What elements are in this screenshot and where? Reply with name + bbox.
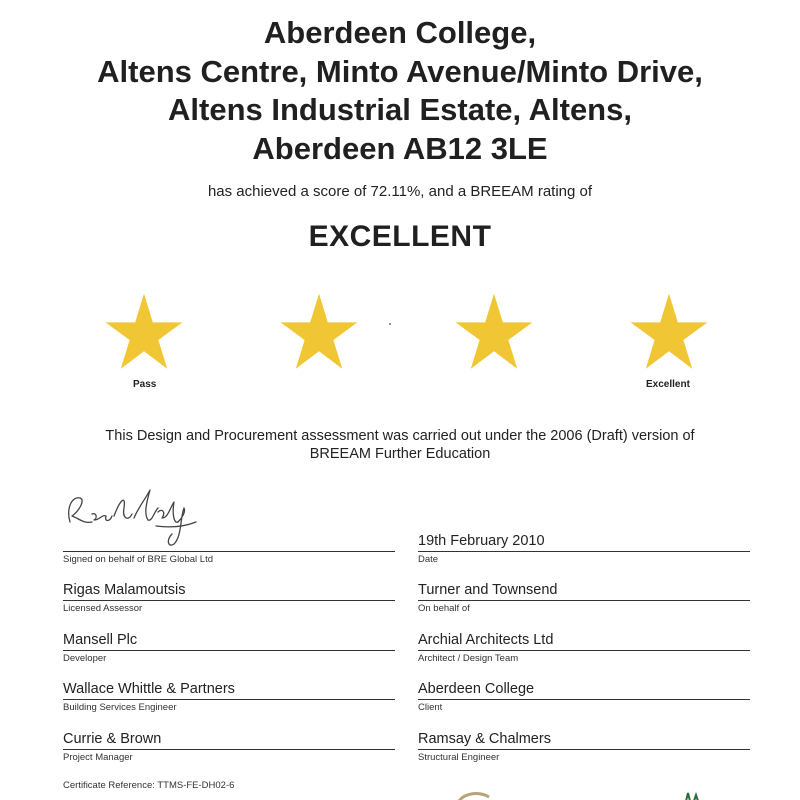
developer-field — [63, 631, 395, 664]
client-caption: Client — [418, 702, 443, 713]
signed-field — [63, 532, 395, 565]
field-line — [63, 600, 395, 601]
field-line — [418, 749, 750, 750]
services-engineer-value: Wallace Whittle & Partners — [63, 681, 235, 697]
address-line: Aberdeen College, — [263, 15, 537, 50]
logo-fragment — [680, 788, 720, 800]
star-icon — [279, 292, 359, 372]
date-field — [418, 532, 750, 565]
address-line: Altens Centre, Minto Avenue/Minto Drive, — [97, 53, 703, 89]
date-caption: Date — [418, 554, 439, 565]
services-engineer-caption: Building Services Engineer — [63, 702, 177, 713]
services-engineer-field — [63, 680, 395, 713]
architect-field — [418, 631, 750, 664]
structural-engineer-field — [418, 730, 750, 763]
dot-mark — [389, 323, 391, 325]
assessment-line: BREEAM Further Education — [309, 446, 491, 462]
field-line — [63, 699, 395, 700]
signed-value — [63, 532, 395, 550]
client-field — [418, 680, 750, 713]
architect-value: Archial Architects Ltd — [418, 632, 554, 648]
project-manager-caption: Project Manager — [63, 752, 133, 763]
star-label-excellent: Excellent — [646, 379, 690, 390]
field-line — [418, 600, 750, 601]
developer-value: Mansell Plc — [63, 632, 138, 648]
field-line — [418, 551, 750, 552]
signed-caption: Signed on behalf of BRE Global Ltd — [63, 554, 213, 565]
signature-line — [63, 551, 395, 552]
address-line: Altens Industrial Estate, Altens, — [168, 92, 632, 127]
field-line — [63, 749, 395, 750]
project-manager-value: Currie & Brown — [63, 731, 162, 747]
project-manager-field — [63, 730, 395, 763]
score-statement: has achieved a score of 72.11%, and a BREEAM rating of — [207, 183, 593, 200]
architect-caption: Architect / Design Team — [418, 653, 519, 664]
star-label-pass: Pass — [133, 379, 157, 390]
assessment-statement — [0, 427, 800, 463]
star-icon — [629, 292, 709, 372]
on-behalf-caption: On behalf of — [418, 603, 470, 614]
assessor-field — [63, 581, 395, 614]
date-value: 19th February 2010 — [418, 533, 545, 549]
star-icon — [104, 292, 184, 372]
field-line — [63, 650, 395, 651]
structural-engineer-caption: Structural Engineer — [418, 752, 500, 763]
address-line: Aberdeen AB12 3LE — [252, 130, 548, 166]
assessor-value: Rigas Malamoutsis — [63, 582, 186, 598]
certificate-reference: Certificate Reference: TTMS-FE-DH02-6 — [63, 780, 235, 791]
client-value: Aberdeen College — [418, 681, 535, 697]
developer-caption: Developer — [63, 653, 107, 664]
assessment-line: This Design and Procurement assessment was carried out under the 2006 (Draft) version of — [105, 428, 695, 444]
on-behalf-value: Turner and Townsend — [418, 582, 558, 598]
on-behalf-field — [418, 581, 750, 614]
field-line — [418, 699, 750, 700]
site-address — [0, 14, 800, 168]
assessor-caption: Licensed Assessor — [63, 603, 143, 614]
star-icon — [454, 292, 534, 372]
rating-title: EXCELLENT — [308, 220, 492, 253]
field-line — [418, 650, 750, 651]
logo-fragment — [455, 788, 495, 800]
structural-engineer-value: Ramsay & Chalmers — [418, 731, 551, 747]
